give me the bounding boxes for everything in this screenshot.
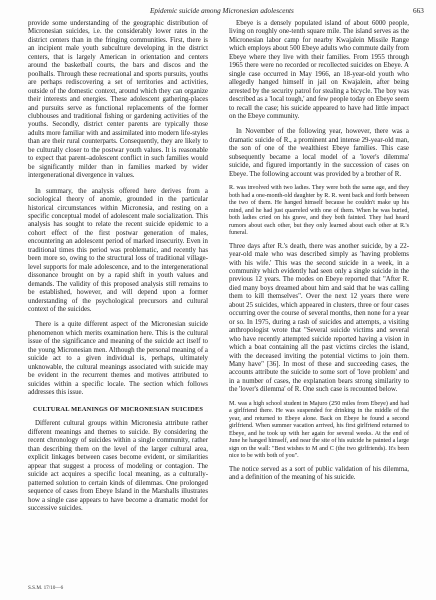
paragraph: The notice served as a sort of public validation of his dilemma, and a definition of the meaning of his suicide. [229, 465, 409, 482]
paragraph: provide some understanding of the geographic distribution of Micronesian suicides, i.e. the considerably lower rates in the district centers than in the fringing communities. First, there is an incipient male youth subculture developing in the district centers, that is largely American in orientation and centers around the basketball courts, the bars and discos and the poolhalls. Through these recreational and sports pursuits, youths are perhaps rediscovering a set of territories and activities, outside of the domestic context, around which they can organize their interests and energies. These adolescent gathering-places and pursuits serve as functional replacements of the former clubhouses and traditional fishing or gardening activities of the youths. Secondly, district center parents are typically those adults more familiar with and assimilated into modern life-styles than are their rural counterparts. Consequently, they are likely to be culturally closer to the postwar youth values. It is reasonable to expect that parent–adolescent conflict in such families would be significantly milder than in families marked by wider intergenerational divergence in values. [28, 20, 208, 180]
paragraph: Three days after R.'s death, there was another suicide, by a 22-year-old male who was described simply as 'having problems with his wife.' This was the second suicide in a week, in a community which evidently had seen only a single suicide in the previous 12 years. The modes on Ebeye reported that "After R. died many boys dreamed about him and said that he was calling them to kill themselves". Over the next 12 years there were about 25 suicides, which appeared in clusters, three or four cases occurring over the course of several months, then none for a year or so. In 1975, during a rash of suicides and attempts, a visiting anthropologist wrote that "Several suicide victims and several who have recently attempted suicide reported having a vision in which a boat containing all the past victims circles the island, with the deceased inviting the potential victims to join them. Many have" [36]. In most of these and succeeding cases, the accounts attribute the suicide to some sort of 'love problem' and in a number of cases, the explanation bears strong similarity to the 'lover's dilemma' of R. One such case is recounted below. [229, 242, 409, 394]
paragraph: In summary, the analysis offered here derives from a sociological theory of anomie, grounded in the particular historical circumstances within Micronesia, and resting on a specific conceptual model of adolescent male socialization. This analysis has sought to relate the recent suicide epidemic to a cohort effect of the first postwar generation of males, encountering an adolescent period of marked insecurity. Even in traditional times this period was problematic, and recently has been more so, owing to the structural loss of traditional village-level supports for male adolescence, and to the intergenerational dissonance brought on by a rapid shift in youth values and demands. The validity of this proposed analysis still remains to be established, however, and will depend upon a former understanding of the psychological precursors and cultural context of the suicides. [28, 187, 208, 313]
running-title: Epidemic suicide among Micronesian adolescents [150, 7, 294, 15]
section-heading: CULTURAL MEANINGS OF MICRONESIAN SUICIDES [32, 406, 204, 414]
paragraph-gap [28, 181, 208, 188]
page-number: 663 [413, 7, 424, 15]
left-column [28, 20, 208, 513]
paragraph: In November of the following year, however, there was a dramatic suicide of R., a prominent and intense 29-year-old man, the son of one of the wealthiest Ebeye families. This case subsequently became a local model of a 'lover's dilemma' suicide, and figured importantly in the succession of cases on Ebeye. The following account was provided by a brother of R. [229, 128, 409, 178]
paragraph: Ebeye is a densely populated island of about 6000 people, living on roughly one-tenth square mile. The island serves as the Micronesian labor camp for nearby Kwajalein Missile Range which employs about 500 Ebeye adults who commute daily from Ebeye where they live with their families. From 1955 through 1965 there were no recorded or recollected suicides on Ebeye. A single case occurred in May 1966, an 18-year-old youth who allegedly hanged himself in jail on Kwajalein, after being arrested by the security patrol for stealing a bicycle. The boy was described as a 'local tough,' and few people today on Ebeye seem to recall the case; his suicide appeared to have had little impact on the Ebeye community. [229, 20, 409, 120]
block-quote: R. was involved with two ladies. They were both the same age, and they both had a one-month-old daughter by R. R. went back and forth between the two of them. He hanged himself because he couldn't make up his mind, and he had just quarreled with one of them. When he was buried, both ladies cried on his grave, and they both fainted. They had heard rumors about each other, but they only learned about each other at R.'s funeral. [229, 185, 409, 237]
paragraph-gap [229, 121, 409, 128]
block-quote: M. was a high school student in Majuro (250 miles from Ebeye) and had a girlfriend there. He was suspended for drinking in the middle of the year, and returned to Ebeye alone. Back on Ebeye he found a second girlfriend. When summer vacation arrived, his first girlfriend returned to Ebeye, and he took up with her again for several weeks. At the end of June he hanged himself, and near the site of his suicide he painted a large sign on the wall: "Best wishes to M and C (the two girlfriends). It's been nice to be with both of you". [229, 400, 409, 460]
paragraph: There is a quite different aspect of the Micronesian suicide phenomenon which merits examination here. This is the cultural issue of the significance and meaning of the suicide act itself to the young Micronesian men. Although the personal meaning of a suicide act to a given individual is, perhaps, ultimately unknowable, the cultural meanings associated with suicide may be evident in the recurrent themes and motives attributed to suicides within a specific locale. The section which follows addresses this issue. [28, 321, 208, 397]
paragraph: Different cultural groups within Micronesia attribute rather different meanings and themes to suicide. By considering the recent chronology of suicides within a single community, rather than describing them on the level of the larger cultural area, explicit linkages between cases become evident, or similarities appear that suggest a process of modeling or contagion. The suicide act acquires a specific local meaning, as a culturally-patterned solution to certain kinds of dilemmas. One prolonged sequence of cases from Ebeye Island in the Marshalls illustrates how a single case appears to have become a dramatic model for successive suicides. [28, 420, 208, 513]
footer-citation: S.S.M. 17/10—6 [28, 585, 64, 591]
paragraph-gap [28, 314, 208, 321]
right-column [229, 20, 409, 483]
